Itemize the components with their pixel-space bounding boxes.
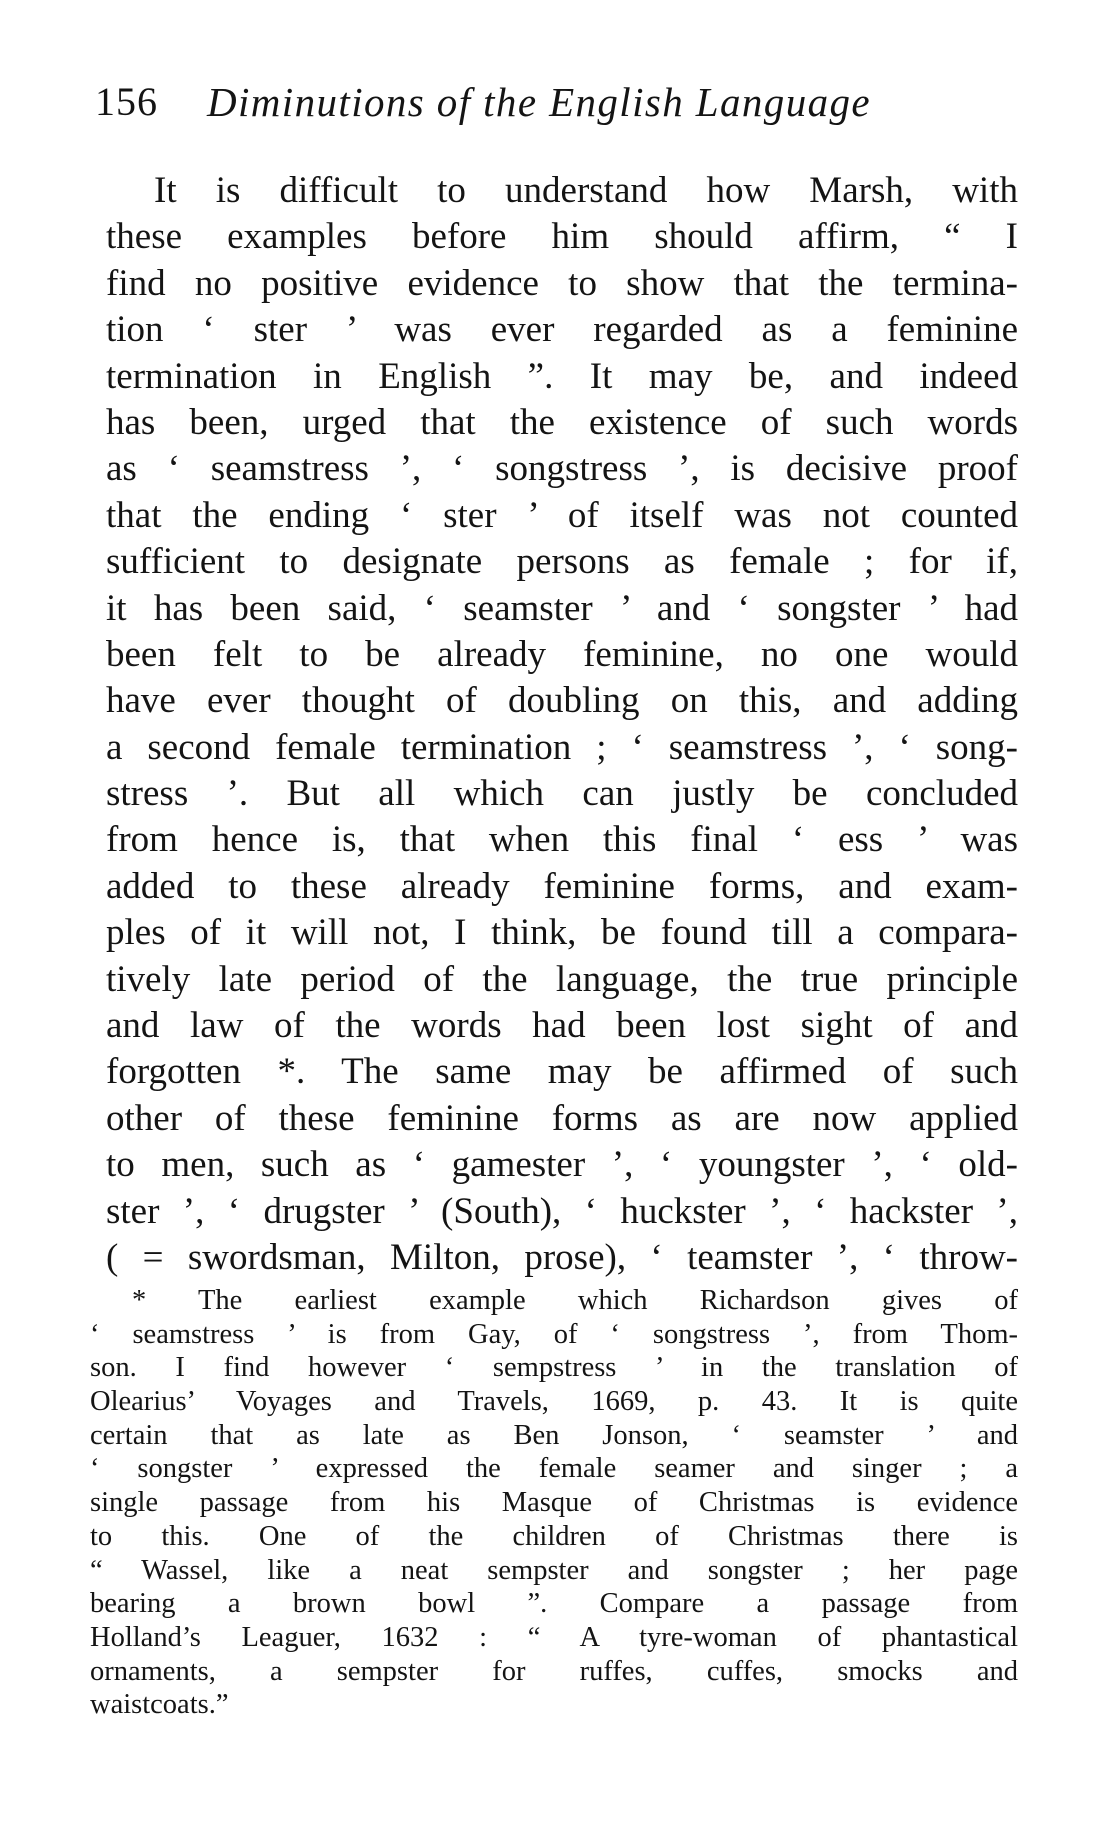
footnote [90, 1284, 1018, 1722]
footnote-line: to this. One of the children of Christmas there is [90, 1520, 1018, 1552]
body-line: to men, such as ‘ gamester ’, ‘ youngster ’, ‘ old- [106, 1144, 1018, 1186]
body-line: ster ’, ‘ drugster ’ (South), ‘ huckster ’, ‘ hackster ’, [106, 1190, 1018, 1232]
footnote-line: * The earliest example which Richardson gives of [132, 1285, 1018, 1316]
running-head [95, 78, 1015, 138]
body-line: has been, urged that the existence of such words [106, 401, 1018, 443]
body-line: it has been said, ‘ seamster ’ and ‘ songster ’ had [106, 587, 1018, 629]
body-line: from hence is, that when this final ‘ ess ’ was [106, 819, 1018, 861]
body-line: a second female termination ; ‘ seamstress ’, ‘ song- [106, 726, 1018, 768]
body-line: have ever thought of doubling on this, and adding [106, 680, 1018, 722]
body-line: that the ending ‘ ster ’ of itself was not counted [106, 494, 1018, 536]
body-line: sufficient to designate persons as female ; for if, [106, 541, 1018, 583]
body-line: forgotten *. The same may be affirmed of such [106, 1051, 1018, 1093]
body-line: been felt to be already feminine, no one would [106, 633, 1018, 675]
body-line: tively late period of the language, the true principle [106, 958, 1018, 1000]
body-line: stress ’. But all which can justly be concluded [106, 773, 1018, 815]
footnote-line: son. I find however ‘ sempstress ’ in the translation of [90, 1352, 1018, 1384]
body-line: tion ‘ ster ’ was ever regarded as a feminine [106, 309, 1018, 351]
body-line: ples of it will not, I think, be found till a compara- [106, 912, 1018, 954]
footnote-line: “ Wassel, like a neat sempster and songster ; her page [90, 1554, 1018, 1586]
body-line: ( = swordsman, Milton, prose), ‘ teamster ’, ‘ throw- [106, 1236, 1018, 1278]
footnote-line: Holland’s Leaguer, 1632 : “ A tyre-woman of phantastical [90, 1621, 1018, 1653]
footnote-line: ornaments, a sempster for ruffes, cuffes, smocks and [90, 1655, 1018, 1687]
page-number: 156 [95, 79, 158, 124]
body-line: find no positive evidence to show that the termina- [106, 262, 1018, 304]
running-title: Diminutions of the English Language [207, 79, 871, 125]
main-paragraph [106, 168, 1018, 1281]
footnote-line: Olearius’ Voyages and Travels, 1669, p. 43. It is quite [90, 1386, 1018, 1418]
body-line: It is difficult to understand how Marsh, with [154, 170, 1018, 211]
footnote-line: ‘ songster ’ expressed the female seamer and singer ; a [90, 1453, 1018, 1485]
body-line: termination in English ”. It may be, and indeed [106, 355, 1018, 397]
body-line: other of these feminine forms as are now applied [106, 1097, 1018, 1139]
body-line: added to these already feminine forms, and exam- [106, 865, 1018, 907]
footnote-line: bearing a brown bowl ”. Compare a passage from [90, 1588, 1018, 1620]
body-line: these examples before him should affirm, “ I [106, 216, 1018, 258]
body-line: and law of the words had been lost sight of and [106, 1005, 1018, 1047]
footnote-line: single passage from his Masque of Christmas is evidence [90, 1487, 1018, 1519]
footnote-line: certain that as late as Ben Jonson, ‘ seamster ’ and [90, 1419, 1018, 1451]
body-line: as ‘ seamstress ’, ‘ songstress ’, is decisive proof [106, 448, 1018, 490]
footnote-line: ‘ seamstress ’ is from Gay, of ‘ songstress ’, from Thom- [90, 1318, 1018, 1350]
footnote-line: waistcoats.” [90, 1689, 229, 1721]
